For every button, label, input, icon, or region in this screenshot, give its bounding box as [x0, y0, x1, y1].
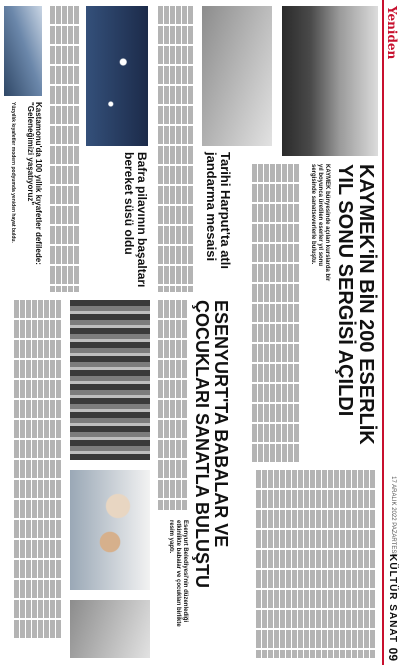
side-photo [70, 600, 150, 658]
fourth-story-photo [86, 6, 148, 146]
third-headline: Tarihi Harput'ta atlı jandarma mesaisi [204, 152, 233, 269]
fifth-headline: Kastamonu'da 100 yıllık kıyafetler defilede: "Geleneğimizi yaşatıyoruz" [25, 102, 43, 265]
main-headline: KAYMEK'İN BİN 200 ESERLİK YIL SONU SERGİSİ AÇILDI [334, 164, 377, 445]
second-headline: ESENYURT'TA BABALAR VE ÇOCUKLARI SANATLA BULUŞTU [192, 300, 231, 588]
fifth-subhead: Yüzyıllık kıyafetler modern podyumda yeniden hayat buldu. [10, 102, 16, 243]
fifth-story-photo [4, 6, 42, 96]
main-story-text-right [236, 470, 376, 658]
third-story-text [154, 6, 194, 292]
fourth-story-text [46, 6, 80, 292]
main-subhead: KAYMEK bünyesinde açılan kurslarda bir yıl boyunca üretilen eserler yıl sonu sergisinde sanatseverlerle buluştu. [310, 164, 330, 282]
main-story-text [242, 164, 300, 464]
second-story-photo-2 [70, 300, 150, 460]
page-number: 09 [386, 647, 400, 661]
fourth-headline: Bafra pilavının başaltarı bereket süsü oldu [122, 152, 149, 288]
issue-date: 17 ARALIK 2022 PAZARTESİ [390, 476, 396, 555]
newspaper-logo: Yeniden [385, 6, 399, 60]
second-story-text-2 [6, 300, 62, 640]
main-story-photo [282, 6, 378, 156]
section-title: KÜLTÜR SANAT [387, 554, 398, 643]
second-story-photo [70, 470, 150, 590]
second-subhead: Esenyurt Belediyesi'nin düzenlediği etkinlikte babalar ve çocukları birlikte resim yaptı. [168, 520, 188, 627]
third-story-photo [202, 6, 272, 146]
second-story-text [154, 300, 188, 510]
page-header [382, 0, 400, 665]
